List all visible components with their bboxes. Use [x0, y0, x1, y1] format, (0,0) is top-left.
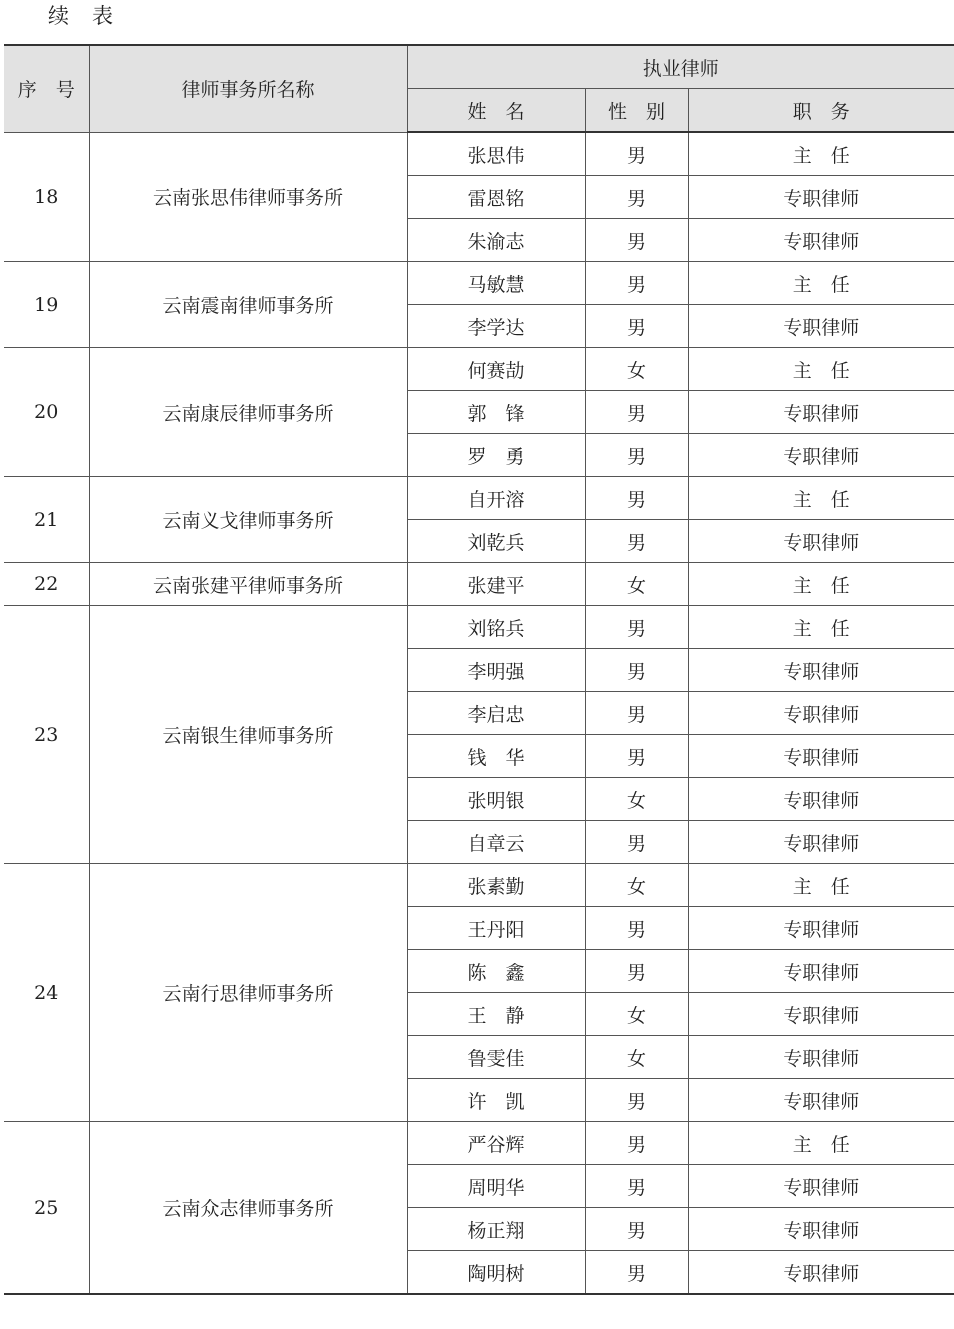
lawyer-table [4, 44, 954, 1295]
lawyer-position: 专职律师 [688, 993, 954, 1036]
lawyer-gender: 男 [585, 649, 688, 692]
table-header [4, 45, 954, 132]
lawyer-position: 专职律师 [688, 1079, 954, 1122]
lawyer-name: 何赛劼 [407, 348, 585, 391]
firm-name: 云南张思伟律师事务所 [89, 132, 407, 262]
table-row [4, 348, 954, 391]
lawyer-name: 郭 锋 [407, 391, 585, 434]
lawyer-name: 自开溶 [407, 477, 585, 520]
lawyer-name: 张思伟 [407, 132, 585, 176]
lawyer-position: 主 任 [688, 1122, 954, 1165]
lawyer-gender: 男 [585, 821, 688, 864]
firm-name: 云南义戈律师事务所 [89, 477, 407, 563]
table-row [4, 477, 954, 520]
lawyer-position: 专职律师 [688, 821, 954, 864]
firm-index: 25 [4, 1122, 89, 1295]
lawyer-gender: 女 [585, 1036, 688, 1079]
lawyer-name: 陶明树 [407, 1251, 585, 1295]
firm-name: 云南行思律师事务所 [89, 864, 407, 1122]
lawyer-name: 李明强 [407, 649, 585, 692]
lawyer-gender: 男 [585, 477, 688, 520]
lawyer-gender: 男 [585, 305, 688, 348]
lawyer-gender: 男 [585, 692, 688, 735]
lawyer-name: 王 静 [407, 993, 585, 1036]
firm-index: 20 [4, 348, 89, 477]
lawyer-position: 专职律师 [688, 1036, 954, 1079]
lawyer-name: 王丹阳 [407, 907, 585, 950]
lawyer-position: 专职律师 [688, 950, 954, 993]
lawyer-gender: 男 [585, 907, 688, 950]
lawyer-position: 专职律师 [688, 778, 954, 821]
lawyer-position: 主 任 [688, 132, 954, 176]
table-row [4, 262, 954, 305]
lawyer-position: 主 任 [688, 477, 954, 520]
header-practicing-lawyers: 执业律师 [407, 45, 954, 89]
lawyer-position: 专职律师 [688, 520, 954, 563]
table-row [4, 563, 954, 606]
header-position: 职 务 [688, 89, 954, 133]
header-firm: 律师事务所名称 [89, 45, 407, 132]
firm-index: 21 [4, 477, 89, 563]
table-body [4, 132, 954, 1294]
lawyer-name: 马敏慧 [407, 262, 585, 305]
table-caption: 续 表 [48, 4, 114, 28]
firm-name: 云南震南律师事务所 [89, 262, 407, 348]
lawyer-gender: 女 [585, 563, 688, 606]
lawyer-position: 专职律师 [688, 1165, 954, 1208]
lawyer-name: 罗 勇 [407, 434, 585, 477]
lawyer-name: 张素勤 [407, 864, 585, 907]
lawyer-position: 主 任 [688, 262, 954, 305]
firm-index: 19 [4, 262, 89, 348]
lawyer-name: 许 凯 [407, 1079, 585, 1122]
lawyer-name: 雷恩铭 [407, 176, 585, 219]
header-name: 姓 名 [407, 89, 585, 133]
firm-index: 22 [4, 563, 89, 606]
lawyer-name: 李启忠 [407, 692, 585, 735]
lawyer-name: 刘铭兵 [407, 606, 585, 649]
table-row [4, 1122, 954, 1165]
lawyer-position: 主 任 [688, 563, 954, 606]
lawyer-gender: 男 [585, 1122, 688, 1165]
header-index: 序 号 [4, 45, 89, 132]
lawyer-position: 专职律师 [688, 649, 954, 692]
lawyer-name: 张明银 [407, 778, 585, 821]
table-row [4, 132, 954, 176]
lawyer-gender: 男 [585, 520, 688, 563]
lawyer-gender: 男 [585, 262, 688, 305]
lawyer-name: 李学达 [407, 305, 585, 348]
lawyer-position: 专职律师 [688, 735, 954, 778]
lawyer-position: 专职律师 [688, 1208, 954, 1251]
lawyer-position: 专职律师 [688, 219, 954, 262]
lawyer-name: 周明华 [407, 1165, 585, 1208]
lawyer-position: 主 任 [688, 864, 954, 907]
lawyer-gender: 男 [585, 219, 688, 262]
lawyer-name: 刘乾兵 [407, 520, 585, 563]
lawyer-name: 张建平 [407, 563, 585, 606]
lawyer-position: 专职律师 [688, 305, 954, 348]
lawyer-name: 鲁雯佳 [407, 1036, 585, 1079]
table-row [4, 606, 954, 649]
firm-name: 云南众志律师事务所 [89, 1122, 407, 1295]
lawyer-position: 专职律师 [688, 391, 954, 434]
lawyer-position: 主 任 [688, 348, 954, 391]
lawyer-gender: 男 [585, 735, 688, 778]
lawyer-name: 杨正翔 [407, 1208, 585, 1251]
lawyer-name: 朱渝志 [407, 219, 585, 262]
firm-index: 24 [4, 864, 89, 1122]
firm-name: 云南张建平律师事务所 [89, 563, 407, 606]
firm-index: 23 [4, 606, 89, 864]
lawyer-gender: 男 [585, 1208, 688, 1251]
lawyer-gender: 女 [585, 864, 688, 907]
table-row [4, 864, 954, 907]
lawyer-gender: 女 [585, 993, 688, 1036]
firm-index: 18 [4, 132, 89, 262]
lawyer-position: 专职律师 [688, 1251, 954, 1295]
lawyer-gender: 男 [585, 391, 688, 434]
lawyer-gender: 女 [585, 778, 688, 821]
lawyer-gender: 男 [585, 1251, 688, 1295]
lawyer-gender: 男 [585, 434, 688, 477]
lawyer-gender: 女 [585, 348, 688, 391]
lawyer-gender: 男 [585, 1079, 688, 1122]
lawyer-gender: 男 [585, 606, 688, 649]
lawyer-name: 陈 鑫 [407, 950, 585, 993]
lawyer-position: 专职律师 [688, 692, 954, 735]
header-gender: 性 别 [585, 89, 688, 133]
lawyer-position: 专职律师 [688, 176, 954, 219]
lawyer-position: 专职律师 [688, 434, 954, 477]
lawyer-gender: 男 [585, 132, 688, 176]
lawyer-gender: 男 [585, 950, 688, 993]
firm-name: 云南银生律师事务所 [89, 606, 407, 864]
lawyer-position: 主 任 [688, 606, 954, 649]
lawyer-gender: 男 [585, 176, 688, 219]
lawyer-name: 自章云 [407, 821, 585, 864]
lawyer-gender: 男 [585, 1165, 688, 1208]
firm-name: 云南康辰律师事务所 [89, 348, 407, 477]
lawyer-position: 专职律师 [688, 907, 954, 950]
lawyer-name: 严谷辉 [407, 1122, 585, 1165]
lawyer-name: 钱 华 [407, 735, 585, 778]
